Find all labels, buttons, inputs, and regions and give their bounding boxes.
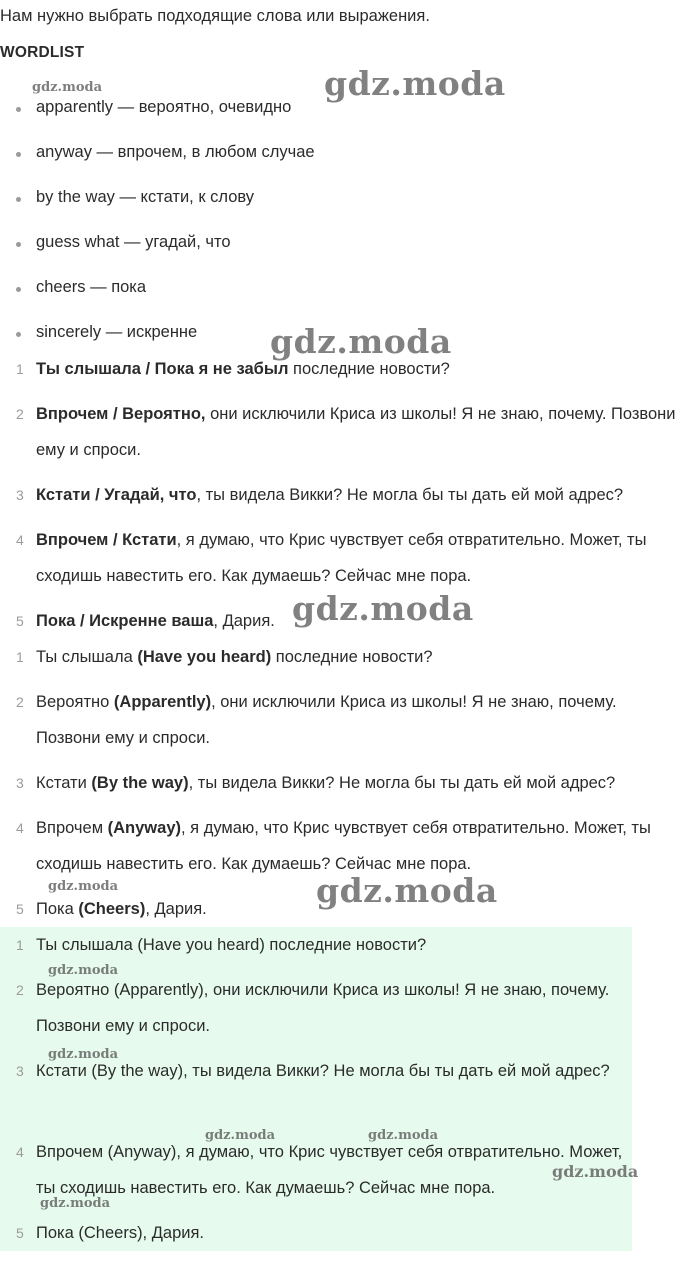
word-item: anyway — впрочем, в любом случае: [36, 143, 315, 161]
word-item: sincerely — искренне: [36, 323, 198, 341]
task-item: [16, 477, 680, 513]
translation-item: [16, 927, 626, 963]
task-item: [16, 351, 680, 387]
task-item: [16, 396, 680, 468]
translation-text: Вероятно (Apparently), они исключили Криса из школы! Я не знаю, почему. Позвони ему и спроси.: [36, 981, 610, 1035]
watermark: gdz.moda: [48, 1047, 119, 1062]
answer-text: Кстати: [36, 774, 92, 792]
answer-text: Вероятно: [36, 693, 114, 711]
task-options: Ты слышала / Пока я не забыл: [36, 360, 289, 378]
item-number: 5: [16, 1225, 24, 1241]
word-item: by the way — кстати, к слову: [36, 188, 255, 206]
word-item: apparently — вероятно, очевидно: [36, 98, 292, 116]
item-number: 4: [16, 820, 24, 836]
wordlist-heading: WORDLIST: [0, 44, 85, 61]
watermark: gdz.moda: [32, 80, 103, 95]
item-number: 1: [16, 937, 24, 953]
item-number: 3: [16, 775, 24, 791]
task-options: Пока / Искренне ваша: [36, 612, 214, 630]
watermark: gdz.moda: [552, 1162, 639, 1181]
translation-item: [16, 1215, 626, 1251]
answer-text: , Дария.: [145, 900, 207, 918]
answer-text: , они исключили Криса из школы! Я не знаю, почему. Позвони ему и спроси.: [36, 693, 617, 747]
task-text: , ты видела Викки? Не могла бы ты дать ей мой адрес?: [196, 486, 624, 504]
answer-text: Впрочем: [36, 819, 108, 837]
answer-phrase: (Have you heard): [137, 648, 272, 666]
item-number: 3: [16, 1063, 24, 1079]
answer-phrase: (Apparently): [113, 693, 212, 711]
task-text: последние новости?: [288, 360, 450, 378]
answer-text: Пока: [36, 900, 79, 918]
task-text: они исключили Криса из школы! Я не знаю, почему. Позвони ему и спроси.: [36, 405, 676, 459]
watermark: gdz.moda: [324, 64, 506, 103]
item-number: 4: [16, 1144, 24, 1160]
answer-text: , ты видела Викки? Не могла бы ты дать ей мой адрес?: [188, 774, 616, 792]
translation-item: [16, 972, 626, 1044]
translation-text: Кстати (By the way), ты видела Викки? Не могла бы ты дать ей мой адрес?: [36, 1062, 610, 1080]
answer-phrase: (Cheers): [78, 900, 146, 918]
watermark: gdz.moda: [270, 322, 452, 361]
word-item: guess what — угадай, что: [36, 233, 231, 251]
task-item: [16, 522, 680, 594]
item-number: 4: [16, 532, 24, 548]
answer-item: [16, 639, 680, 675]
answer-text: последние новости?: [271, 648, 433, 666]
task-options: Впрочем / Вероятно,: [36, 405, 206, 423]
item-number: 5: [16, 613, 24, 629]
watermark: gdz.moda: [48, 963, 119, 978]
item-number: 2: [16, 694, 24, 710]
item-number: 5: [16, 901, 24, 917]
answer-item: [16, 684, 680, 756]
item-number: 1: [16, 649, 24, 665]
answer-item: [16, 765, 680, 801]
watermark: gdz.moda: [316, 871, 498, 910]
task-item: [16, 603, 680, 639]
item-number: 1: [16, 361, 24, 377]
item-number: 2: [16, 406, 24, 422]
word-item: cheers — пока: [36, 278, 147, 296]
translation-text: Впрочем (Anyway), я думаю, что Крис чувствует себя отвратительно. Может, ты сходишь навестить его. Как думаешь? Сейчас мне пора.: [36, 1143, 623, 1197]
task-options: Кстати / Угадай, что: [36, 486, 197, 504]
watermark: gdz.moda: [292, 589, 474, 628]
translation-item: [16, 1053, 626, 1089]
item-number: 3: [16, 487, 24, 503]
translation-text: Ты слышала (Have you heard) последние новости?: [36, 936, 427, 954]
answer-phrase: (Anyway): [107, 819, 181, 837]
task-text: , я думаю, что Крис чувствует себя отвратительно. Может, ты сходишь навестить его. Как думаешь? Сейчас мне пора.: [36, 531, 647, 585]
translation-item: [16, 1134, 626, 1206]
answer-item: [16, 810, 680, 882]
translation-text: Пока (Cheers), Дария.: [36, 1224, 204, 1242]
intro-text: Нам нужно выбрать подходящие слова или выражения.: [0, 7, 430, 25]
answer-phrase: (By the way): [91, 774, 189, 792]
task-text: , Дария.: [213, 612, 275, 630]
answer-item: [16, 891, 680, 927]
answer-text: Ты слышала: [36, 648, 138, 666]
item-number: 2: [16, 982, 24, 998]
answer-text: , я думаю, что Крис чувствует себя отвратительно. Может, ты сходишь навестить его. Как думаешь? Сейчас мне пора.: [36, 819, 651, 873]
watermark: gdz.moda: [368, 1128, 439, 1143]
watermark: gdz.moda: [205, 1128, 276, 1143]
task-options: Впрочем / Кстати: [36, 531, 177, 549]
watermark: gdz.moda: [48, 879, 119, 894]
watermark: gdz.moda: [40, 1196, 111, 1211]
